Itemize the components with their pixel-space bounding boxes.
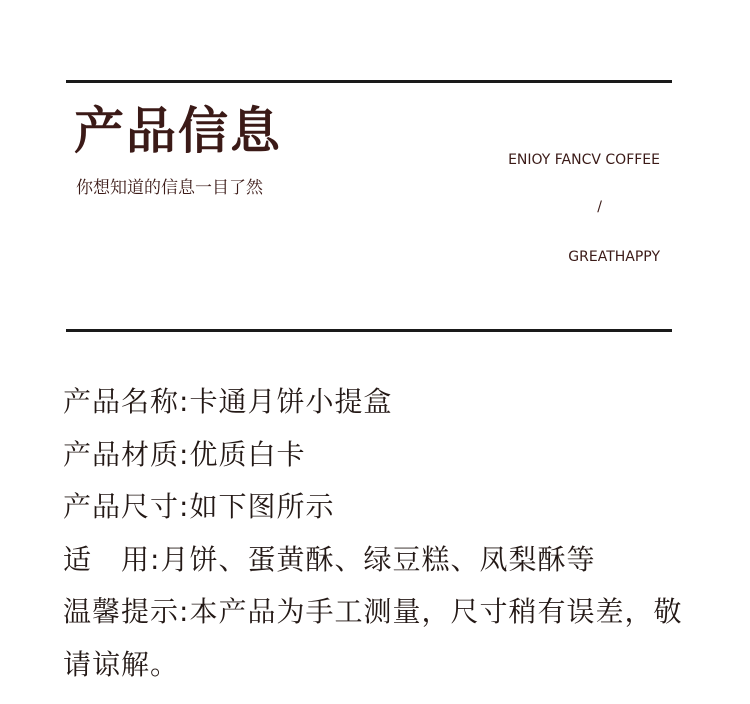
bottom-divider bbox=[66, 329, 672, 332]
info-separator: : bbox=[150, 542, 161, 576]
info-label: 产品材质 bbox=[63, 437, 180, 471]
info-label: 适 用 bbox=[63, 542, 151, 576]
info-separator: : bbox=[179, 595, 190, 628]
info-label: 温馨提示 bbox=[63, 595, 180, 628]
info-label: 产品尺寸 bbox=[63, 490, 180, 523]
info-row-material bbox=[63, 429, 683, 482]
info-separator: : bbox=[179, 490, 190, 523]
page-title: 产品信息 bbox=[74, 102, 282, 160]
info-label: 产品名称 bbox=[63, 385, 180, 418]
page-subtitle: 你想知道的信息一目了然 bbox=[76, 178, 263, 198]
info-row-name bbox=[63, 376, 683, 429]
info-value: 本产品为手工测量，尺寸稍有误差，敬请谅解。 bbox=[63, 595, 683, 681]
info-separator: : bbox=[179, 437, 190, 471]
info-value: 如下图所示 bbox=[189, 490, 335, 523]
brand-text-line1: ENIOY FANCV COFFEE bbox=[508, 152, 660, 168]
info-row-notice bbox=[63, 586, 683, 691]
info-value: 优质白卡 bbox=[189, 437, 306, 471]
info-value: 月饼、蛋黄酥、绿豆糕、凤梨酥等 bbox=[160, 542, 596, 576]
info-value: 卡通月饼小提盒 bbox=[189, 385, 393, 418]
info-row-size bbox=[63, 481, 683, 534]
info-row-usage bbox=[63, 534, 683, 587]
brand-separator: / bbox=[597, 199, 602, 215]
top-divider bbox=[66, 80, 672, 83]
brand-text-line2: GREATHAPPY bbox=[568, 249, 660, 265]
product-info-list bbox=[63, 376, 683, 691]
info-separator: : bbox=[179, 385, 190, 418]
